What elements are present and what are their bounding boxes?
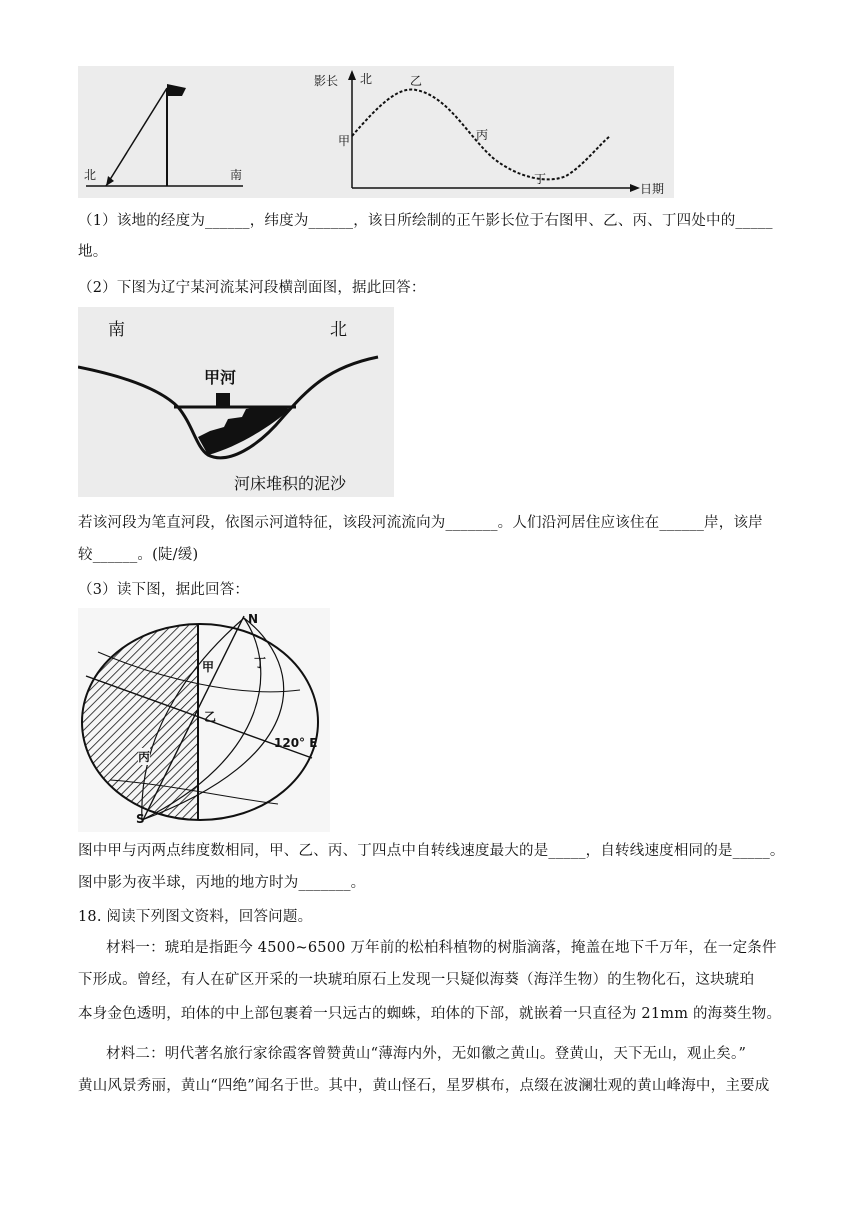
material1-line1: 材料一：琥珀是指距今 4500~6500 万年前的松柏科植物的树脂滴落，掩盖在地下千万年，在一定条件 <box>106 940 777 956</box>
shadow-diagram-svg <box>78 66 674 198</box>
q2-heading: （2）下图为辽宁某河流某河段横剖面图，据此回答： <box>78 280 426 296</box>
globe-ding-label: 丁 <box>254 656 267 670</box>
q1-line1: （1）该地的经度为______，纬度为______，该日所绘制的正午影长位于右图甲、乙、丙、丁四处中的_____ <box>78 213 773 229</box>
point-jia-label: 甲 <box>338 134 351 148</box>
material1-line2: 下形成。曾经，有人在矿区开采的一块琥珀原石上发现一只疑似海葵（海洋生物）的生物化石，这块琥珀 <box>78 972 755 988</box>
point-bing-label: 丙 <box>476 128 489 142</box>
figure-shadow-diagram <box>78 66 674 198</box>
q18-heading: 18. 阅读下列图文资料，回答问题。 <box>78 909 313 925</box>
left-north-label: 北 <box>84 168 97 182</box>
globe-bing-label: 丙 <box>138 750 151 764</box>
river-jia-label: 甲河 <box>204 368 237 387</box>
point-ding-label: 丁 <box>534 172 547 186</box>
section-south-label: 南 <box>108 320 125 340</box>
material2-line2: 黄山风景秀丽，黄山“四绝”闻名于世。其中，黄山怪石，星罗棋布，点缀在波澜壮观的黄山峰海中，主要成 <box>78 1078 770 1094</box>
q1-line2: 地。 <box>78 244 108 260</box>
globe-n-label: N <box>248 612 259 626</box>
q2-line2: 较______。(陡/缓) <box>78 547 199 563</box>
q3-line2: 图中影为夜半球，丙地的地方时为_______。 <box>78 875 366 891</box>
sediment-label: 河床堆积的泥沙 <box>234 474 347 493</box>
material1-line3: 本身金色透明，珀体的中上部包裹着一只远古的蜘蛛，珀体的下部，就嵌着一只直径为 21mm 的海葵生物。 <box>78 1006 782 1022</box>
section-north-label: 北 <box>330 320 347 340</box>
left-south-label: 南 <box>230 168 243 182</box>
q3-heading: （3）读下图，据此回答： <box>78 582 250 598</box>
figure-river-section <box>78 307 394 497</box>
q3-line1: 图中甲与丙两点纬度数相同，甲、乙、丙、丁四点中自转线速度最大的是_____，自转线速度相同的是_____。 <box>78 843 785 859</box>
right-north-label: 北 <box>360 72 373 86</box>
material2-line1: 材料二：明代著名旅行家徐霞客曾赞黄山“薄海内外，无如徽之黄山。登黄山，天下无山，观止矣。” <box>106 1046 747 1062</box>
shadow-axis-label: 影长 <box>314 74 339 88</box>
globe-s-label: S <box>136 812 145 826</box>
date-axis-label: 日期 <box>640 182 665 196</box>
point-yi-label: 乙 <box>410 74 423 88</box>
globe-yi-label: 乙 <box>204 710 217 724</box>
globe-longitude-label: 120° E <box>274 736 318 750</box>
q2-line1: 若该河段为笔直河段，依图示河道特征，该段河流流向为_______。人们沿河居住应该住在______岸，该岸 <box>78 515 763 531</box>
figure-globe <box>78 608 330 832</box>
globe-jia-label: 甲 <box>202 660 215 674</box>
